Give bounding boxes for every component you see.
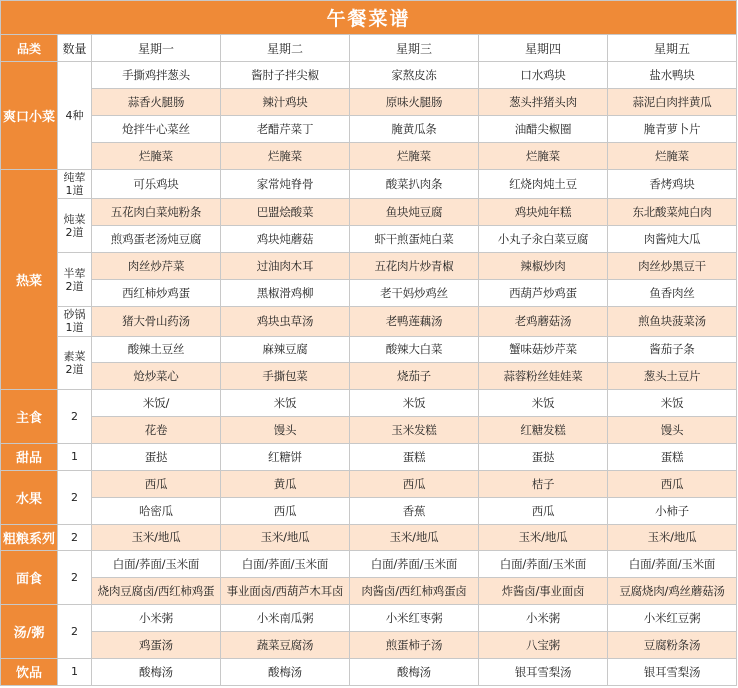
dish-cell-hot-stew-thu: 鸡块炖年糕	[479, 199, 608, 226]
category-drink: 饮品	[1, 658, 58, 685]
dish-cell-hot-stew-fri: 肉酱炖大瓜	[608, 226, 737, 253]
count-fruit: 2	[58, 470, 92, 524]
table-row	[1, 443, 737, 470]
dish-cell-staple-wed: 玉米发糕	[350, 417, 479, 444]
dish-cell-hot-meat-tue: 家常炖脊骨	[221, 169, 350, 199]
table-row	[1, 363, 737, 390]
dish-cell-hot-pot-mon: 猪大骨山药汤	[92, 306, 221, 336]
dish-cell-cold-wed: 烂腌菜	[350, 143, 479, 170]
subcategory-count: 2道	[65, 362, 84, 376]
table-row	[1, 116, 737, 143]
subcategory-name: 砂锅	[63, 308, 86, 322]
dish-cell-hot-half-tue: 黑椒滑鸡柳	[221, 280, 350, 307]
dish-cell-cold-mon: 烂腌菜	[92, 143, 221, 170]
dish-cell-hot-half-thu: 西葫芦炒鸡蛋	[479, 280, 608, 307]
table-row	[1, 390, 737, 417]
table-row	[1, 470, 737, 497]
table-row	[1, 89, 737, 116]
count-staple: 2	[58, 390, 92, 444]
dish-cell-cold-tue: 辣汁鸡块	[221, 89, 350, 116]
dish-cell-fruit-thu: 西瓜	[479, 497, 608, 524]
dish-cell-noodle-wed: 白面/荞面/玉米面	[350, 551, 479, 578]
dish-cell-noodle-fri: 白面/荞面/玉米面	[608, 551, 737, 578]
table-row	[1, 226, 737, 253]
table-row	[1, 62, 737, 89]
dish-cell-hot-veg-tue: 手撕包菜	[221, 363, 350, 390]
dish-cell-staple-mon: 花卷	[92, 417, 221, 444]
dish-cell-hot-veg-thu: 蒜蓉粉丝娃娃菜	[479, 363, 608, 390]
subcategory-name: 半荤	[63, 266, 86, 280]
dish-cell-soup-wed: 小米红枣粥	[350, 605, 479, 632]
header-category: 品类	[1, 35, 58, 62]
dish-cell-staple-wed: 米饭	[350, 390, 479, 417]
dish-cell-noodle-mon: 白面/荞面/玉米面	[92, 551, 221, 578]
dish-cell-hot-stew-wed: 虾干煎蛋炖白菜	[350, 226, 479, 253]
dish-cell-hot-meat-mon: 可乐鸡块	[92, 169, 221, 199]
category-staple: 主食	[1, 390, 58, 444]
dish-cell-hot-stew-tue: 巴盟烩酸菜	[221, 199, 350, 226]
subcategory-half	[58, 253, 92, 307]
dish-cell-cold-thu: 口水鸡块	[479, 62, 608, 89]
dish-cell-hot-stew-thu: 小丸子汆白菜豆腐	[479, 226, 608, 253]
dish-cell-hot-half-fri: 肉丝炒黑豆干	[608, 253, 737, 280]
dish-cell-dessert-fri: 蛋糕	[608, 443, 737, 470]
dish-cell-soup-thu: 八宝粥	[479, 631, 608, 658]
category-hot: 热菜	[1, 169, 58, 389]
table-row	[1, 417, 737, 444]
dish-cell-noodle-thu: 炸酱卤/事业面卤	[479, 578, 608, 605]
subcategory-pot	[58, 306, 92, 336]
dish-cell-noodle-tue: 白面/荞面/玉米面	[221, 551, 350, 578]
subcategory-stew	[58, 199, 92, 253]
count-dessert: 1	[58, 443, 92, 470]
dish-cell-cold-fri: 蒜泥白肉拌黄瓜	[608, 89, 737, 116]
subcategory-count: 1道	[65, 321, 84, 335]
dish-cell-hot-half-wed: 老干妈炒鸡丝	[350, 280, 479, 307]
table-row	[1, 497, 737, 524]
dish-cell-hot-stew-tue: 鸡块炖蘑菇	[221, 226, 350, 253]
dish-cell-dessert-thu: 蛋挞	[479, 443, 608, 470]
subcategory-count: 1道	[65, 184, 84, 198]
dish-cell-hot-veg-tue: 麻辣豆腐	[221, 336, 350, 363]
dish-cell-hot-veg-wed: 酸辣大白菜	[350, 336, 479, 363]
count-cold: 4种	[58, 62, 92, 169]
dish-cell-soup-fri: 小米红豆粥	[608, 605, 737, 632]
dish-cell-fruit-wed: 香蕉	[350, 497, 479, 524]
subcategory-name: 纯荤	[63, 171, 86, 185]
dish-cell-soup-wed: 煎蛋柿子汤	[350, 631, 479, 658]
dish-cell-hot-half-fri: 鱼香肉丝	[608, 280, 737, 307]
dish-cell-staple-tue: 馒头	[221, 417, 350, 444]
table-row	[1, 631, 737, 658]
dish-cell-cold-thu: 烂腌菜	[479, 143, 608, 170]
dish-cell-fruit-fri: 西瓜	[608, 470, 737, 497]
table-row	[1, 524, 737, 551]
count-drink: 1	[58, 658, 92, 685]
dish-cell-cold-wed: 腌黄瓜条	[350, 116, 479, 143]
dish-cell-staple-fri: 米饭	[608, 390, 737, 417]
dish-cell-cold-fri: 盐水鸭块	[608, 62, 737, 89]
dish-cell-cold-tue: 老醋芹菜丁	[221, 116, 350, 143]
dish-cell-grain-wed: 玉米/地瓜	[350, 524, 479, 551]
table-row	[1, 253, 737, 280]
dish-cell-noodle-thu: 白面/荞面/玉米面	[479, 551, 608, 578]
subcategory-name: 素菜	[63, 349, 86, 363]
header-day-thu: 星期四	[479, 35, 608, 62]
dish-cell-hot-half-mon: 西红柿炒鸡蛋	[92, 280, 221, 307]
dish-cell-hot-pot-tue: 鸡块虫草汤	[221, 306, 350, 336]
dish-cell-staple-thu: 红糖发糕	[479, 417, 608, 444]
dish-cell-dessert-tue: 红糖饼	[221, 443, 350, 470]
dish-cell-drink-tue: 酸梅汤	[221, 658, 350, 685]
count-noodle: 2	[58, 551, 92, 605]
dish-cell-drink-fri: 银耳雪梨汤	[608, 658, 737, 685]
dish-cell-hot-stew-mon: 五花肉白菜炖粉条	[92, 199, 221, 226]
dish-cell-cold-tue: 酱肘子拌尖椒	[221, 62, 350, 89]
dish-cell-fruit-mon: 哈密瓜	[92, 497, 221, 524]
dish-cell-soup-tue: 蔬菜豆腐汤	[221, 631, 350, 658]
header-day-mon: 星期一	[92, 35, 221, 62]
category-noodle: 面食	[1, 551, 58, 605]
dish-cell-soup-mon: 鸡蛋汤	[92, 631, 221, 658]
dish-cell-hot-half-wed: 五花肉片炒青椒	[350, 253, 479, 280]
dish-cell-noodle-tue: 事业面卤/西葫芦木耳卤	[221, 578, 350, 605]
dish-cell-grain-mon: 玉米/地瓜	[92, 524, 221, 551]
dish-cell-hot-veg-fri: 葱头土豆片	[608, 363, 737, 390]
dish-cell-drink-wed: 酸梅汤	[350, 658, 479, 685]
dish-cell-noodle-wed: 肉酱卤/西红柿鸡蛋卤	[350, 578, 479, 605]
menu-title: 午餐菜谱	[1, 1, 737, 35]
dish-cell-grain-fri: 玉米/地瓜	[608, 524, 737, 551]
category-soup: 汤/粥	[1, 605, 58, 659]
dish-cell-fruit-thu: 桔子	[479, 470, 608, 497]
dish-cell-cold-mon: 蒜香火腿肠	[92, 89, 221, 116]
dish-cell-cold-thu: 油醋尖椒圈	[479, 116, 608, 143]
dish-cell-cold-wed: 原味火腿肠	[350, 89, 479, 116]
table-row	[1, 605, 737, 632]
header-day-tue: 星期二	[221, 35, 350, 62]
dish-cell-hot-meat-wed: 酸菜扒肉条	[350, 169, 479, 199]
table-row	[1, 658, 737, 685]
subcategory-name: 炖菜	[63, 212, 86, 226]
category-fruit: 水果	[1, 470, 58, 524]
dish-cell-cold-mon: 手撕鸡拌葱头	[92, 62, 221, 89]
table-row	[1, 551, 737, 578]
dish-cell-hot-pot-fri: 煎鱼块菠菜汤	[608, 306, 737, 336]
dish-cell-hot-half-thu: 辣椒炒肉	[479, 253, 608, 280]
dish-cell-fruit-mon: 西瓜	[92, 470, 221, 497]
dish-cell-cold-thu: 葱头拌猪头肉	[479, 89, 608, 116]
dish-cell-staple-fri: 馒头	[608, 417, 737, 444]
dish-cell-staple-thu: 米饭	[479, 390, 608, 417]
dish-cell-staple-tue: 米饭	[221, 390, 350, 417]
category-cold: 爽口小菜	[1, 62, 58, 169]
category-grain: 粗粮系列	[1, 524, 58, 551]
count-grain: 2	[58, 524, 92, 551]
dish-cell-cold-mon: 炝拌牛心菜丝	[92, 116, 221, 143]
dish-cell-hot-veg-wed: 烧茄子	[350, 363, 479, 390]
dish-cell-grain-tue: 玉米/地瓜	[221, 524, 350, 551]
dish-cell-dessert-wed: 蛋糕	[350, 443, 479, 470]
dish-cell-hot-veg-mon: 炝炒菜心	[92, 363, 221, 390]
count-soup: 2	[58, 605, 92, 659]
dish-cell-soup-mon: 小米粥	[92, 605, 221, 632]
dish-cell-dessert-mon: 蛋挞	[92, 443, 221, 470]
category-dessert: 甜品	[1, 443, 58, 470]
dish-cell-cold-fri: 烂腌菜	[608, 143, 737, 170]
dish-cell-noodle-mon: 烧肉豆腐卤/西红柿鸡蛋	[92, 578, 221, 605]
dish-cell-noodle-fri: 豆腐烧肉/鸡丝蘑菇汤	[608, 578, 737, 605]
table-row	[1, 306, 737, 336]
subcategory-count: 2道	[65, 225, 84, 239]
table-row	[1, 143, 737, 170]
dish-cell-hot-stew-mon: 煎鸡蛋老汤炖豆腐	[92, 226, 221, 253]
dish-cell-hot-pot-thu: 老鸡蘑菇汤	[479, 306, 608, 336]
dish-cell-hot-stew-wed: 鱼块炖豆腐	[350, 199, 479, 226]
subcategory-count: 2道	[65, 279, 84, 293]
table-row	[1, 280, 737, 307]
header-day-wed: 星期三	[350, 35, 479, 62]
dish-cell-hot-stew-fri: 东北酸菜炖白肉	[608, 199, 737, 226]
table-row	[1, 199, 737, 226]
header-count: 数量	[58, 35, 92, 62]
dish-cell-soup-tue: 小米南瓜粥	[221, 605, 350, 632]
dish-cell-cold-tue: 烂腌菜	[221, 143, 350, 170]
menu-body	[1, 1, 737, 686]
subcategory-meat	[58, 169, 92, 199]
dish-cell-cold-wed: 家熬皮冻	[350, 62, 479, 89]
dish-cell-fruit-wed: 西瓜	[350, 470, 479, 497]
dish-cell-hot-veg-mon: 酸辣土豆丝	[92, 336, 221, 363]
table-row	[1, 336, 737, 363]
subcategory-veg	[58, 336, 92, 390]
dish-cell-fruit-tue: 西瓜	[221, 497, 350, 524]
dish-cell-grain-thu: 玉米/地瓜	[479, 524, 608, 551]
dish-cell-hot-meat-fri: 香烤鸡块	[608, 169, 737, 199]
dish-cell-hot-pot-wed: 老鸭莲藕汤	[350, 306, 479, 336]
dish-cell-hot-veg-thu: 蟹味菇炒芹菜	[479, 336, 608, 363]
header-day-fri: 星期五	[608, 35, 737, 62]
dish-cell-fruit-fri: 小柿子	[608, 497, 737, 524]
table-row	[1, 578, 737, 605]
dish-cell-cold-fri: 腌青萝卜片	[608, 116, 737, 143]
dish-cell-hot-meat-thu: 红烧肉炖土豆	[479, 169, 608, 199]
dish-cell-fruit-tue: 黄瓜	[221, 470, 350, 497]
dish-cell-hot-half-mon: 肉丝炒芹菜	[92, 253, 221, 280]
dish-cell-hot-half-tue: 过油肉木耳	[221, 253, 350, 280]
dish-cell-drink-thu: 银耳雪梨汤	[479, 658, 608, 685]
dish-cell-drink-mon: 酸梅汤	[92, 658, 221, 685]
table-row	[1, 169, 737, 199]
dish-cell-soup-fri: 豆腐粉条汤	[608, 631, 737, 658]
dish-cell-hot-veg-fri: 酱茄子条	[608, 336, 737, 363]
dish-cell-staple-mon: 米饭/	[92, 390, 221, 417]
dish-cell-soup-thu: 小米粥	[479, 605, 608, 632]
